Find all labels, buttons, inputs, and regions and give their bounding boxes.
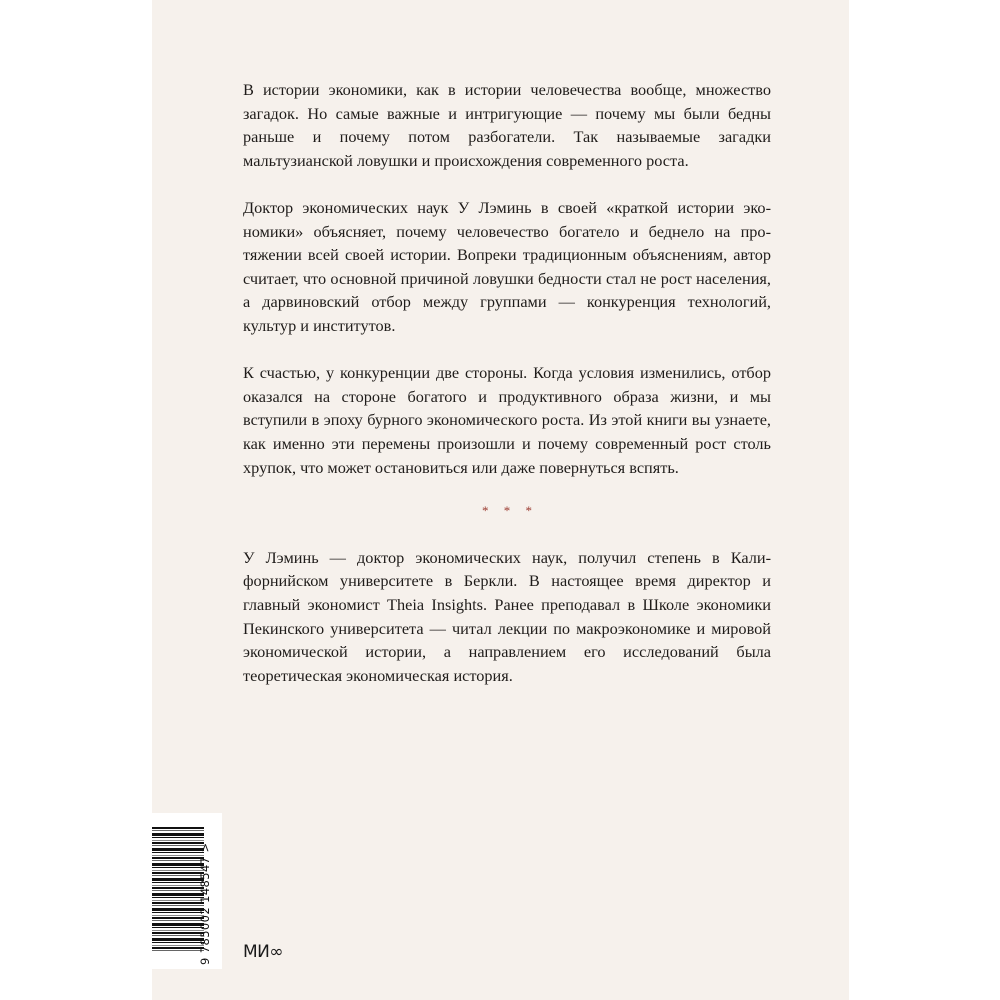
barcode-graphic: [152, 813, 222, 969]
blurb-paragraph-1: В истории экономики, как в истории человечества вообще, множество загадок. Но самые важные и интригующие — почему мы были бедны раньше и почему потом разбогатели. Так называемые загадки мальтузианской ловушки и происхождения современного роста.: [243, 80, 771, 170]
publisher-logo: МИ∞: [243, 942, 284, 962]
section-separator-asterisks: * * *: [482, 502, 538, 518]
barcode-digits: 9 785002 148547 >: [198, 842, 212, 965]
isbn-barcode: [152, 813, 222, 969]
blurb-paragraph-2: Доктор экономических наук У Лэминь в своей «краткой истории экономики» объясняет, почему человечество богатело и беднело на протяжении всей своей истории. Вопреки традиционным объяснениям, автор считает, что основной причиной ловушки бедности стал не рост населения, а дарвиновский отбор между группами — конкуренция технологий, культур и институтов.: [243, 197, 771, 335]
book-back-cover: [152, 0, 849, 1000]
blurb-text-column: [243, 78, 771, 711]
author-bio-paragraph: У Лэминь — доктор экономических наук, получил степень в Калифорнийском университете в Беркли. В настоящее время директор и главный экономист Theia Insights. Ранее преподавал в Школе экономики Пекинского университета — читал лекции по макроэкономике и мировой экономической истории, а направлением его исследований была теоретическая экономическая история.: [243, 547, 771, 685]
blurb-paragraph-3: К счастью, у конкуренции две стороны. Когда условия изменились, отбор оказался на стороне богатого и продуктивного образа жизни, и мы вступили в эпоху бурного экономического роста. Из этой книги вы узнаете, как именно эти перемены произошли и почему современный рост столь хрупок, что может остановиться или даже повернуться вспять.: [243, 363, 771, 477]
